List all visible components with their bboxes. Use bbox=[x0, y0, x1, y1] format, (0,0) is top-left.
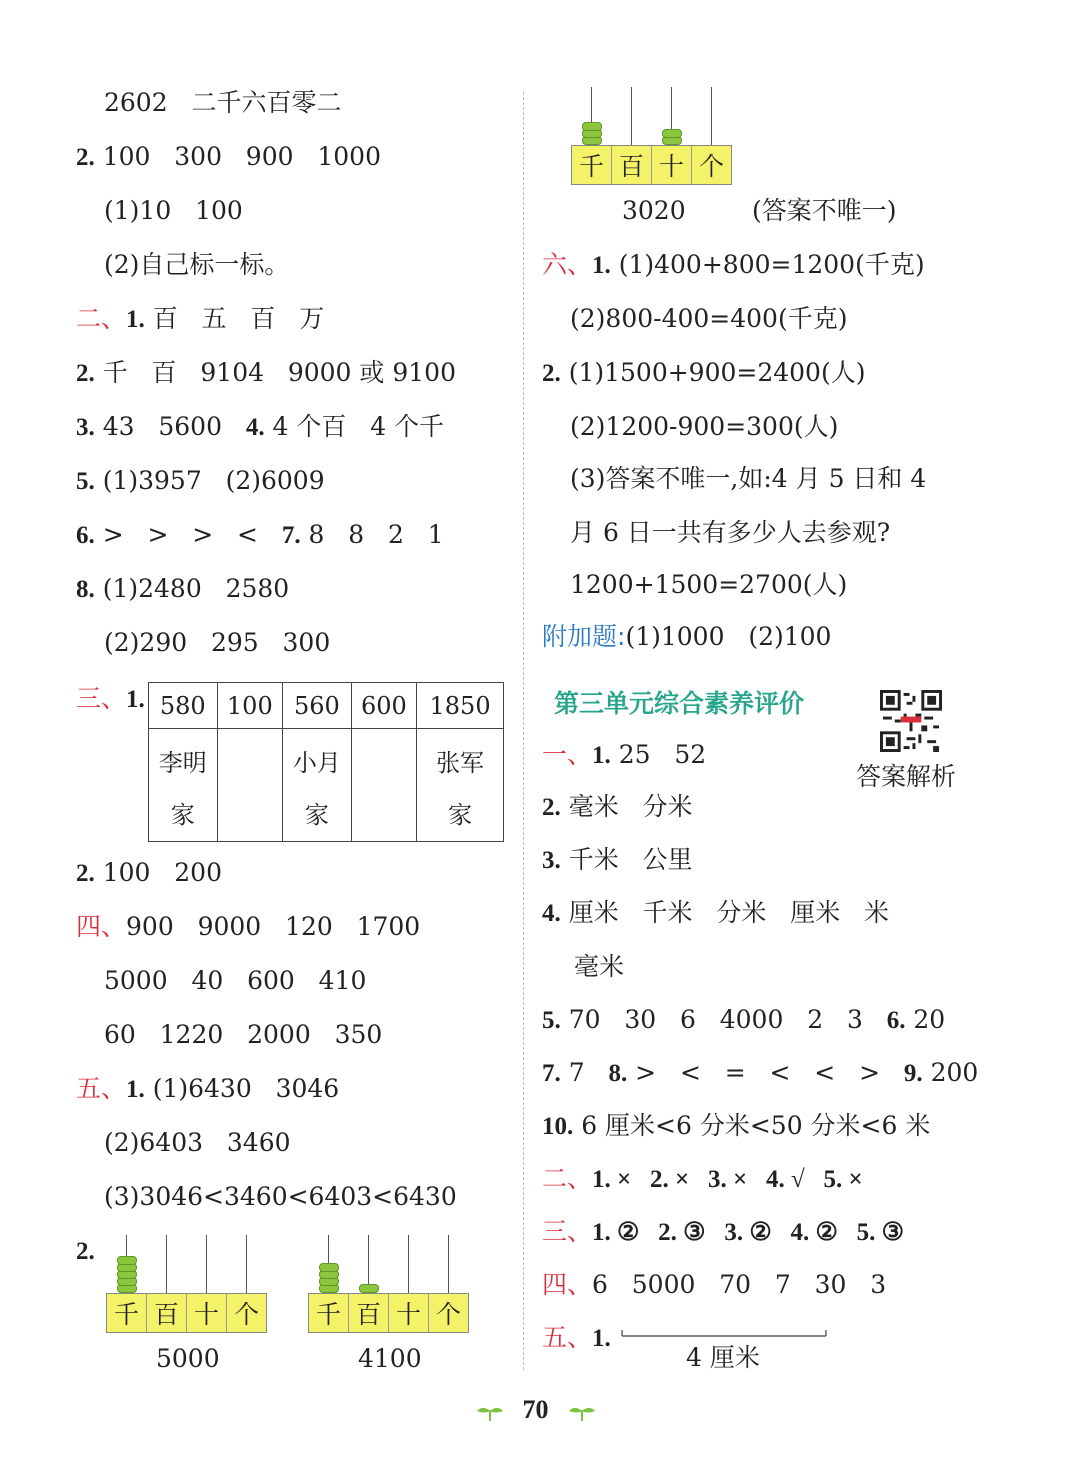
abacus-bead bbox=[117, 1256, 137, 1265]
table-cell: 小月 家 bbox=[283, 729, 352, 842]
line-p4b: 5000 40 600 410 bbox=[104, 966, 367, 995]
sprout-icon bbox=[475, 1402, 505, 1422]
place-hundreds: 百 bbox=[147, 1294, 187, 1332]
line-r7: 7. 7 8. > < = < < > 9. 200 bbox=[542, 1058, 979, 1087]
abacus-base bbox=[308, 1293, 469, 1333]
line-p5b: (2)6403 3460 bbox=[104, 1128, 291, 1157]
abacus-rod bbox=[631, 87, 632, 145]
abacus-rod bbox=[711, 87, 712, 145]
place-tens: 十 bbox=[187, 1294, 227, 1332]
page-number: 70 bbox=[522, 1395, 549, 1424]
line-p6d: (3)答案不唯一,如:4 月 5 日和 4 bbox=[570, 464, 927, 493]
qr-code-icon bbox=[880, 690, 942, 752]
place-thousands: 千 bbox=[107, 1294, 147, 1332]
line-p3-2: 2. 100 200 bbox=[76, 858, 222, 887]
place-tens: 十 bbox=[652, 146, 692, 184]
abacus-rod bbox=[166, 1235, 167, 1293]
line-p2-5: 5. (1)3957 (2)6009 bbox=[76, 466, 325, 495]
table-cell bbox=[217, 729, 283, 842]
line-p6c: (2)1200-900=300(人) bbox=[570, 412, 839, 441]
abacus-base bbox=[106, 1293, 267, 1333]
place-ones: 个 bbox=[435, 1300, 461, 1329]
sprout-icon bbox=[567, 1402, 597, 1422]
bonus-line: 附加题:(1)1000 (2)100 bbox=[542, 622, 832, 651]
line-2602: 2602 二千六百零二 bbox=[104, 88, 342, 117]
line-s2: 2. 100 300 900 1000 bbox=[76, 142, 381, 171]
abacus-5000 bbox=[106, 1235, 266, 1333]
table-cell bbox=[351, 729, 417, 842]
line-s2a: (1)10 100 bbox=[104, 196, 243, 225]
qr-caption: 答案解析 bbox=[856, 762, 957, 791]
part-six-heading: 六、1. (1)400+800=1200(千克) bbox=[542, 250, 925, 279]
place-hundreds: 百 bbox=[349, 1294, 389, 1332]
abacus-4100 bbox=[308, 1235, 468, 1333]
r-part-two: 二、1. × 2. × 3. × 4. √ 5. × bbox=[542, 1164, 863, 1193]
line-p2-2: 2. 千 百 9104 9000 或 9100 bbox=[76, 358, 456, 387]
line-p2-8: 8. (1)2480 2580 bbox=[76, 574, 290, 603]
page-footer bbox=[0, 1395, 1071, 1425]
place-thousands: 千 bbox=[309, 1294, 349, 1332]
r-part-four: 四、6 5000 70 7 30 3 bbox=[542, 1270, 887, 1299]
place-thousands: 千 bbox=[572, 146, 612, 184]
abacus-rod bbox=[246, 1235, 247, 1293]
abacus-label-3020: 3020 bbox=[622, 196, 686, 225]
line-segment-4cm bbox=[620, 1326, 830, 1340]
table-cell: 张军 家 bbox=[417, 729, 504, 842]
abacus-note: (答案不唯一) bbox=[752, 196, 897, 225]
abacus-bead bbox=[319, 1263, 339, 1272]
abacus-bead bbox=[582, 122, 602, 131]
line-r10: 10. 6 厘米<6 分米<50 分米<6 米 bbox=[542, 1111, 931, 1140]
table-cell: 1850 bbox=[417, 683, 504, 729]
line-p6f: 1200+1500=2700(人) bbox=[570, 570, 848, 599]
abacus-rod bbox=[448, 1235, 449, 1293]
abacus-bead bbox=[662, 129, 682, 138]
line-r3: 3. 千米 公里 bbox=[542, 845, 693, 874]
section-title: 第三单元综合素养评价 bbox=[554, 689, 805, 718]
abacus-label-5000: 5000 bbox=[156, 1344, 220, 1373]
table-cell: 560 bbox=[283, 683, 352, 729]
line-r1: 一、1. 25 52 bbox=[542, 740, 707, 769]
line-p2-8b: (2)290 295 300 bbox=[104, 628, 331, 657]
part-four-heading: 四、900 9000 120 1700 bbox=[76, 912, 421, 941]
line-p5c: (3)3046<3460<6403<6430 bbox=[104, 1182, 457, 1211]
place-tens: 十 bbox=[389, 1294, 429, 1332]
segment-label: 4 厘米 bbox=[686, 1343, 760, 1372]
line-p4c: 60 1220 2000 350 bbox=[104, 1020, 383, 1049]
table-cell: 600 bbox=[351, 683, 417, 729]
line-s2b: (2)自己标一标。 bbox=[104, 250, 290, 279]
part-two-heading: 二、1. 百 五 百 万 bbox=[76, 304, 325, 333]
abacus-rod bbox=[206, 1235, 207, 1293]
column-divider bbox=[523, 92, 524, 1370]
table-cell: 100 bbox=[217, 683, 283, 729]
place-ones: 个 bbox=[233, 1300, 259, 1329]
part-five-heading: 五、1. (1)6430 3046 bbox=[76, 1074, 340, 1103]
abacus-rod bbox=[408, 1235, 409, 1293]
line-r4: 4. 厘米 千米 分米 厘米 米 bbox=[542, 898, 890, 927]
line-p5-2: 2. bbox=[76, 1238, 95, 1265]
line-p2-3: 3. 43 5600 4. 4 个百 4 个千 bbox=[76, 412, 445, 441]
line-p6b: (2)800-400=400(千克) bbox=[570, 304, 848, 333]
place-ones: 个 bbox=[698, 152, 724, 181]
distance-table bbox=[148, 682, 504, 842]
line-p2-6: 6. > > > < 7. 8 8 2 1 bbox=[76, 520, 444, 549]
place-hundreds: 百 bbox=[612, 146, 652, 184]
abacus-label-4100: 4100 bbox=[358, 1344, 422, 1373]
line-r5: 5. 70 30 6 4000 2 3 6. 20 bbox=[542, 1005, 946, 1034]
r-part-three: 三、1. ② 2. ③ 3. ② 4. ② 5. ③ bbox=[542, 1217, 905, 1246]
line-r2: 2. 毫米 分米 bbox=[542, 792, 693, 821]
abacus-base bbox=[571, 145, 732, 185]
line-p6-2: 2. (1)1500+900=2400(人) bbox=[542, 358, 866, 387]
abacus-bead bbox=[359, 1284, 379, 1293]
line-p6e: 月 6 日一共有多少人去参观? bbox=[570, 518, 891, 547]
line-r4b: 毫米 bbox=[574, 952, 625, 981]
r-part-five: 五、1. bbox=[542, 1323, 611, 1352]
part-three-heading: 三、1. bbox=[76, 684, 145, 713]
abacus-3020 bbox=[571, 87, 731, 185]
table-cell: 李明 家 bbox=[149, 729, 218, 842]
table-cell: 580 bbox=[149, 683, 218, 729]
